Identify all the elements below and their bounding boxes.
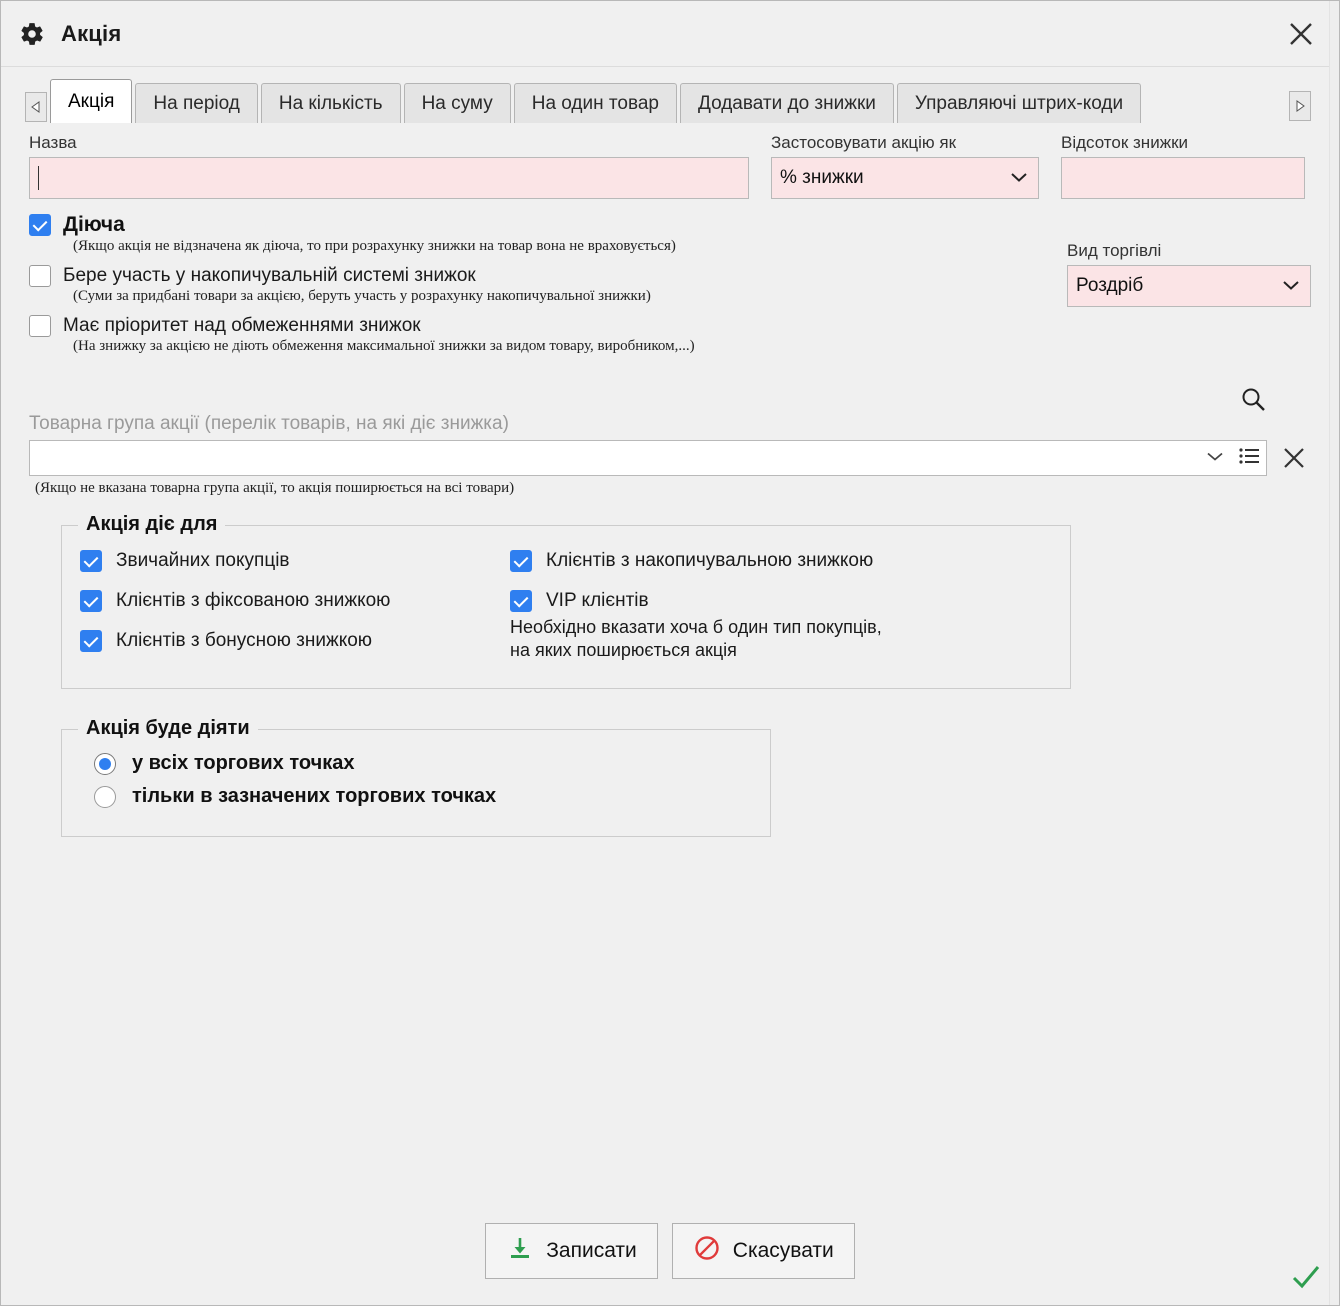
tab-bar [1, 67, 1339, 123]
check-icon [1291, 1264, 1321, 1295]
title-bar [1, 1, 1339, 67]
active-checkbox-row[interactable] [29, 213, 1311, 237]
tab-na-kilkist[interactable] [261, 83, 401, 123]
tab-label: На суму [421, 92, 493, 114]
applies-fixed-label: Клієнтів з фіксованою знижкою [116, 590, 391, 611]
save-icon [506, 1234, 534, 1268]
tab-dodavaty-do-znyzhky[interactable] [680, 83, 894, 123]
priority-checkbox[interactable] [29, 315, 51, 337]
scope-all-radio[interactable] [94, 753, 116, 775]
applies-note-line2: на яких поширюється акція [510, 639, 737, 660]
product-group-block [29, 413, 1311, 497]
discount-percent-input[interactable] [1061, 157, 1305, 199]
trade-type-label: Вид торгівлі [1067, 241, 1162, 260]
applies-bonus-label: Клієнтів з бонусною знижкою [116, 630, 373, 651]
search-icon[interactable] [1239, 385, 1267, 418]
apply-as-value: % знижки [780, 167, 864, 188]
discount-percent-label: Відсоток знижки [1061, 133, 1189, 152]
tab-scroll-left[interactable] [25, 92, 47, 122]
scope-all-row[interactable] [94, 752, 752, 775]
applies-to-fieldset [61, 513, 1071, 689]
applies-vip-checkbox[interactable] [510, 590, 532, 612]
cancel-icon [693, 1234, 721, 1268]
tab-akciya[interactable] [50, 79, 132, 123]
cumulative-checkbox[interactable] [29, 265, 51, 287]
applies-note-line1: Необхідно вказати хоча б один тип покупців, [510, 617, 882, 637]
list-icon[interactable] [1238, 447, 1260, 470]
tab-upravlyayuchi-shtryh-kody[interactable] [897, 83, 1141, 123]
tab-label: Додавати до знижки [697, 92, 876, 114]
priority-checkbox-row[interactable] [29, 315, 1311, 337]
scope-title: Акція буде діяти [78, 717, 258, 740]
close-icon[interactable] [1277, 10, 1325, 58]
scope-fieldset [61, 717, 771, 837]
scope-selected-radio[interactable] [94, 786, 116, 808]
active-hint: (Якщо акція не відзначена як діюча, то при розрахунку знижки на товар вона не враховується) [73, 238, 676, 254]
top-fields-row [29, 123, 1311, 199]
apply-as-group [771, 133, 1039, 199]
product-group-input-row [29, 440, 1311, 476]
scope-selected-row[interactable] [94, 785, 752, 808]
tab-na-period[interactable] [135, 83, 257, 123]
cancel-button[interactable] [672, 1223, 855, 1279]
priority-label: Має пріоритет над обмеженнями знижок [63, 315, 421, 336]
trade-type-value: Роздріб [1076, 275, 1144, 296]
name-field-group [29, 133, 749, 199]
name-input[interactable] [29, 157, 749, 199]
applies-to-title: Акція діє для [78, 513, 225, 536]
scope-all-label: у всіх торгових точках [132, 752, 355, 774]
tab-scroll-right[interactable] [1289, 91, 1311, 121]
discount-percent-group [1061, 133, 1305, 199]
cumulative-label: Бере участь у накопичувальній системі знижок [63, 265, 476, 286]
save-label: Записати [546, 1239, 637, 1262]
tab-na-odyn-tovar[interactable] [514, 83, 677, 123]
tab-label: На один товар [531, 92, 659, 114]
product-group-hint: (Якщо не вказана товарна група акції, то акція поширюється на всі товари) [35, 480, 515, 496]
tab-na-sumu[interactable] [404, 83, 511, 123]
active-checkbox[interactable] [29, 214, 51, 236]
applies-regular-row[interactable] [80, 550, 510, 572]
applies-bonus-checkbox[interactable] [80, 630, 102, 652]
applies-vip-row[interactable] [510, 590, 1052, 612]
applies-bonus-row[interactable] [80, 630, 510, 652]
cancel-label: Скасувати [732, 1239, 834, 1262]
trade-type-group [1067, 241, 1311, 307]
name-label: Назва [29, 133, 77, 152]
applies-vip-label: VIP клієнтів [546, 590, 649, 611]
gear-icon [19, 21, 45, 47]
applies-cumulative-row[interactable] [510, 550, 1052, 572]
tab-label: Акція [68, 90, 115, 112]
page-title: Акція [61, 20, 122, 46]
tab-label: На кількість [278, 92, 383, 114]
apply-as-select[interactable] [771, 157, 1039, 199]
trade-type-select[interactable] [1067, 265, 1311, 307]
dialog-content [1, 123, 1339, 837]
chevron-down-icon [1010, 167, 1028, 189]
chevron-down-icon [1282, 275, 1300, 297]
active-label: Діюча [63, 213, 125, 236]
applies-regular-checkbox[interactable] [80, 550, 102, 572]
cumulative-hint: (Суми за придбані товари за акцією, беруть участь у розрахунку накопичувальної знижки) [73, 288, 651, 304]
apply-as-label: Застосовувати акцію як [771, 133, 957, 152]
product-group-label: Товарна група акції (перелік товарів, на які діє знижка) [29, 413, 509, 434]
applies-regular-label: Звичайних покупців [116, 550, 290, 571]
save-button[interactable] [485, 1223, 658, 1279]
tab-label: Управляючі штрих-коди [914, 92, 1124, 114]
applies-cumulative-checkbox[interactable] [510, 550, 532, 572]
dialog-footer [1, 1223, 1339, 1279]
applies-fixed-row[interactable] [80, 590, 510, 612]
scope-selected-label: тільки в зазначених торгових точках [132, 785, 497, 807]
clear-icon[interactable] [1277, 441, 1311, 475]
chevron-down-icon[interactable] [1206, 449, 1224, 467]
priority-hint: (На знижку за акцією не діють обмеження максимальної знижки за видом товару, виробником,...) [73, 338, 695, 354]
applies-cumulative-label: Клієнтів з накопичувальною знижкою [546, 550, 874, 571]
product-group-input[interactable] [29, 440, 1267, 476]
applies-fixed-checkbox[interactable] [80, 590, 102, 612]
tab-label: На період [153, 92, 240, 114]
text-caret [38, 166, 39, 190]
